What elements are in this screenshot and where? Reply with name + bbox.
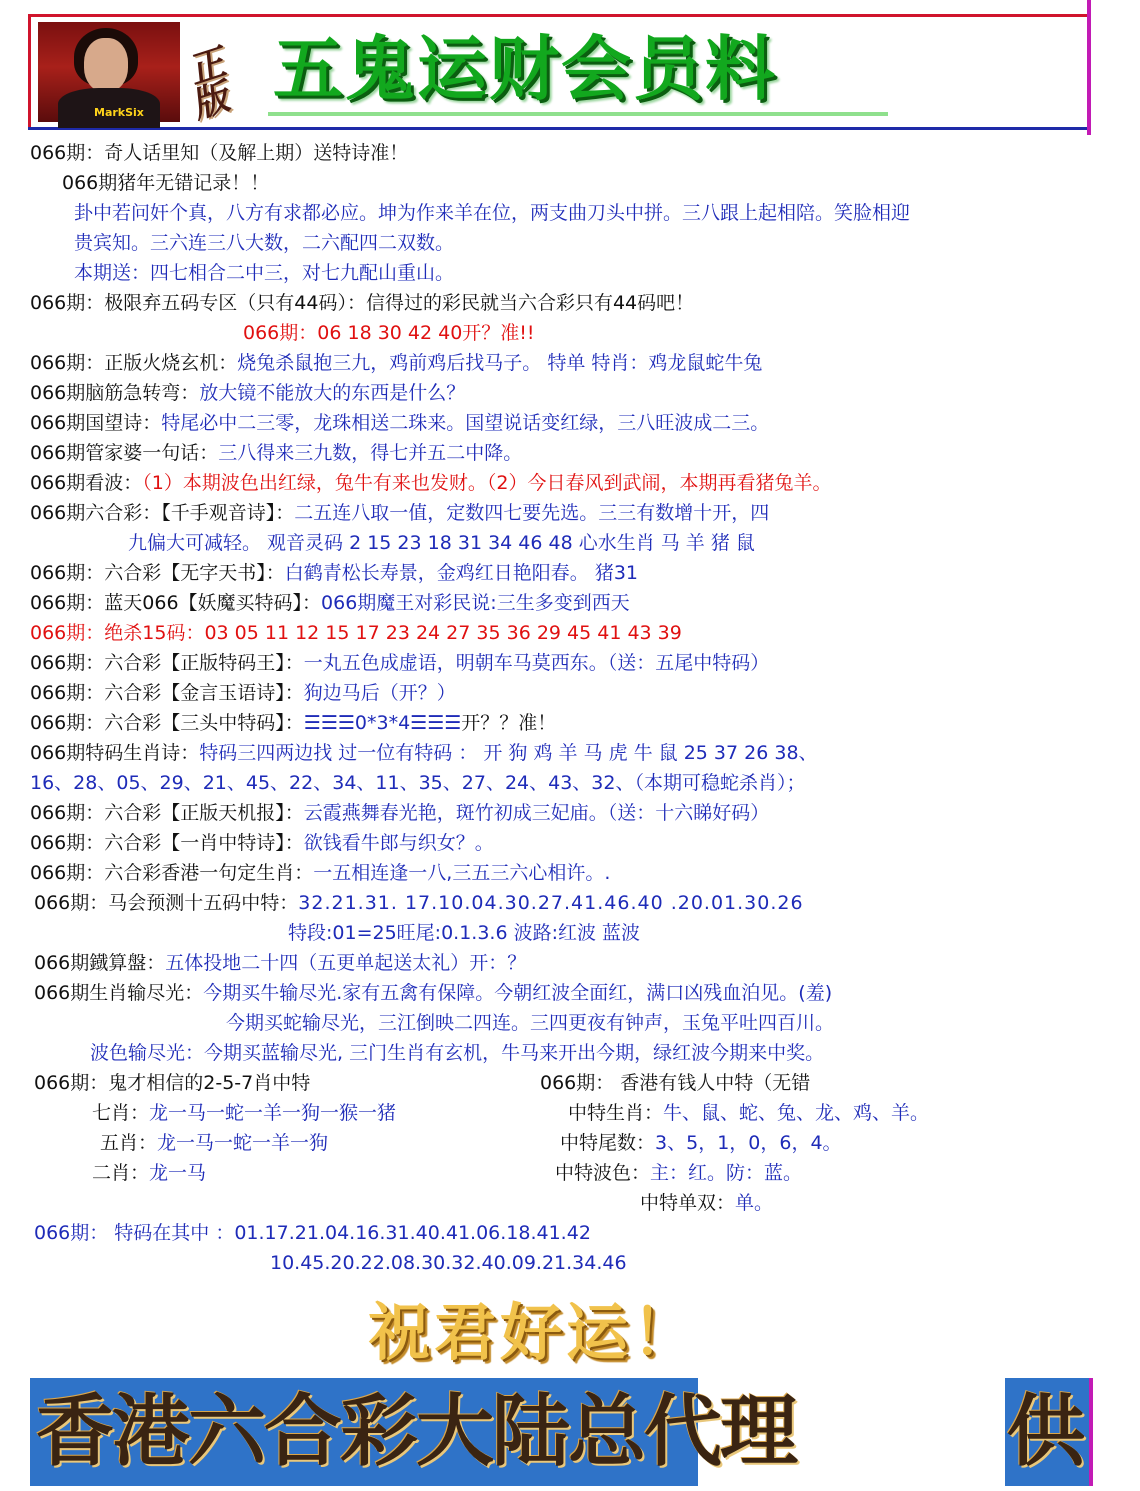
line-lose-all: [34, 980, 832, 1006]
line-poem-1: 卦中若问奸个真，八方有求都必应。坤为作来羊在位，两支曲刀头中拼。三八跟上起相陪。笑脸相迎: [74, 202, 911, 224]
line-special-codes-1: 066期： 特码在其中 ：01.17.21.04.16.31.40.41.06.18.41.42: [34, 1222, 591, 1244]
row-value: 单。: [735, 1192, 774, 1214]
line-content: 一五相连逢一八,三五三六心相许。.: [313, 862, 611, 884]
photo-brand-logo: MarkSix: [94, 106, 144, 119]
right-block-title: 066期： 香港有钱人中特（无错: [540, 1072, 811, 1094]
agent-banner-left: [30, 1378, 797, 1486]
portrait-face: [84, 38, 128, 92]
line-special-codes-2: 10.45.20.22.08.30.32.40.09.21.34.46: [270, 1252, 627, 1274]
title-underline: [268, 112, 888, 116]
line-content: 欲钱看牛郎与织女？。: [303, 832, 494, 854]
line-content: 066期魔王对彩民说:三生多变到西天: [321, 592, 630, 614]
line-guanyin-poem: [30, 500, 769, 526]
line-label: 066期：六合彩【无字天书】：: [30, 562, 285, 584]
banner-edge: [1089, 1378, 1093, 1486]
bar-symbols-right: ☰☰☰: [410, 712, 462, 734]
line-44-codes: 066期：极限弃五码专区（只有44码）：信得过的彩民就当六合彩只有44码吧！: [30, 292, 695, 314]
line-guowang-poem: [30, 410, 769, 436]
line-jockey-club: [34, 890, 804, 916]
line-content: 今期买牛输尽光.家有五禽有保障。今朝红波全面红，满口凶残血泊见。(羞): [203, 982, 833, 1004]
row-value: 龙一马一蛇一羊一狗: [157, 1132, 329, 1154]
line-record: 066期猪年无错记录！！: [62, 172, 270, 194]
line-44-result: 066期：06 18 30 42 40开？准!!: [243, 322, 535, 344]
agent-banner-text-right: 供: [1007, 1387, 1086, 1477]
line-three-heads: [30, 710, 556, 736]
page-title: 五鬼运财会员料: [273, 28, 777, 110]
right-row-wave: [555, 1160, 802, 1186]
line-content: 特尾必中二三零，龙珠相送二珠来。国望说话变红绿，三八旺波成二三。: [161, 412, 770, 434]
line-guanyin-codes: 九偏大可减轻。 观音灵码 2 15 23 18 31 34 46 48 心水生肖 马 羊 猪 鼠: [128, 532, 755, 554]
bar-symbols-left: ☰☰☰: [303, 712, 355, 734]
line-hk-sentence: [30, 860, 610, 886]
row-value: 龙一马: [149, 1162, 207, 1184]
row-label: 中特波色：: [555, 1162, 651, 1184]
line-fire-mystery: [30, 350, 762, 376]
line-label: 066期：六合彩【一肖中特诗】：: [30, 832, 304, 854]
row-label: 中特单双：: [640, 1192, 736, 1214]
line-label: 066期生肖输尽光：: [34, 982, 204, 1004]
line-content: 云霞燕舞春光艳，斑竹初成三妃庙。（送：十六睇好码）: [303, 802, 770, 824]
row-value: 3、5，1，0，6，4。: [655, 1132, 842, 1154]
header-frame-left: [28, 14, 31, 130]
row-value: 主：红。防：蓝。: [650, 1162, 803, 1184]
line-content: 0*3*4: [354, 712, 411, 734]
left-row-five: [100, 1130, 328, 1156]
left-row-two: [92, 1160, 206, 1186]
left-block-title: 066期：鬼才相信的2-5-7肖中特: [34, 1072, 311, 1094]
line-poem-3: 本期送：四七相合二中三，对七九配山重山。: [74, 262, 455, 284]
row-label: 中特生肖：: [568, 1102, 664, 1124]
line-content: 五体投地二十四（五更单起送太礼）开：？: [165, 952, 527, 974]
right-row-tail: [560, 1130, 842, 1156]
line-content: 烧兔杀鼠抱三九，鸡前鸡后找马子。 特单 特肖：鸡龙鼠蛇牛兔: [237, 352, 763, 374]
line-content: 二五连八取一值，定数四七要先选。三三有数增十开，四: [294, 502, 770, 524]
line-zodiac-numbers: 16、28、05、29、21、45、22、34、11、35、27、24、43、32、（本期可稳蛇杀肖）；: [30, 772, 806, 794]
line-kill-15: 066期：绝杀15码：03 05 11 12 15 17 23 24 27 35 36 29 45 41 43 39: [30, 622, 682, 644]
line-content: 三八得来三九数，得七并五二中降。: [218, 442, 523, 464]
line-label: 066期鐡算盤：: [34, 952, 166, 974]
line-label: 066期：六合彩香港一句定生肖：: [30, 862, 314, 884]
agent-banner-text: 香港六合彩大陆总代理: [36, 1387, 797, 1477]
line-content: 狗边马后（开？）: [303, 682, 456, 704]
line-content: 特码三四两边找 过一位有特码 ： 开 狗 鸡 羊 马 虎 牛 鼠 25 37 26 38、: [199, 742, 818, 764]
line-housekeeper: [30, 440, 522, 466]
line-wave-color: [30, 470, 831, 496]
line-content: 一丸五色成虚语，明朝车马莫西东。（送：五尾中特码）: [303, 652, 770, 674]
line-suffix: 开？？准！: [461, 712, 557, 734]
line-label: 066期：六合彩【正版天机报】：: [30, 802, 304, 824]
line-label: 066期：六合彩【三头中特码】：: [30, 712, 304, 734]
line-demon-code: [30, 590, 630, 616]
row-label: 七肖：: [92, 1102, 150, 1124]
header-frame-right: [1087, 0, 1091, 135]
portrait-photo: [38, 22, 180, 122]
row-value: 龙一马一蛇一羊一狗一猴一猪: [149, 1102, 397, 1124]
line-label: 066期：蓝天066【妖魔买特码】：: [30, 592, 322, 614]
line-content: （1）本期波色出红绿，兔牛有来也发财。（2）今日春风到武闹，本期再看猪兔羊。: [142, 472, 832, 494]
line-label: 066期六合彩：【千手观音诗】：: [30, 502, 295, 524]
line-label: 066期脑筋急转弯：: [30, 382, 200, 404]
row-label: 二肖：: [92, 1162, 150, 1184]
line-golden-words: [30, 680, 456, 706]
line-wordless-book: [30, 560, 638, 586]
line-label: 066期看波：: [30, 472, 143, 494]
left-row-seven: [92, 1100, 396, 1126]
right-row-zodiac: [568, 1100, 929, 1126]
line-label: 066期特码生肖诗：: [30, 742, 200, 764]
agent-banner-right: [1005, 1378, 1089, 1486]
line-label: 066期：正版火烧玄机：: [30, 352, 238, 374]
line-code-king: [30, 650, 769, 676]
line-content: 放大镜不能放大的东西是什么？: [199, 382, 466, 404]
header-frame-bottom: [28, 127, 1090, 130]
line-special-segment: 特段:01=25旺尾:0.1.3.6 波路:红波 蓝波: [288, 922, 641, 944]
line-tianji-report: [30, 800, 769, 826]
row-label: 中特尾数：: [560, 1132, 656, 1154]
line-content: 32.21.31. 17.10.04.30.27.41.46.40 .20.01.30.26: [298, 892, 804, 914]
line-label: 066期：六合彩【正版特码王】：: [30, 652, 304, 674]
line-one-zodiac: [30, 830, 494, 856]
line-intro: 066期：奇人话里知（及解上期）送特诗准！: [30, 142, 409, 164]
line-lose-all-2: 今期买蛇输尽光，三江倒映二四连。三四更夜有钟声，玉兔平吐四百川。: [226, 1012, 835, 1034]
line-label: 066期：马会预测十五码中特：: [34, 892, 299, 914]
line-iron-abacus: [34, 950, 526, 976]
line-zodiac-poem: [30, 740, 818, 766]
row-value: 牛、鼠、蛇、兔、龙、鸡、羊。: [663, 1102, 930, 1124]
header-frame-top: [28, 14, 1090, 17]
line-label: 066期国望诗：: [30, 412, 162, 434]
line-content: 白鹤青松长寿景，金鸡红日艳阳春。 猪31: [284, 562, 638, 584]
line-brain-teaser: [30, 380, 465, 406]
line-label: 066期管家婆一句话：: [30, 442, 219, 464]
right-row-oddeven: [640, 1190, 773, 1216]
edition-mark: 正版: [190, 41, 227, 128]
line-label: 066期：六合彩【金言玉语诗】：: [30, 682, 304, 704]
row-label: 五肖：: [100, 1132, 158, 1154]
good-luck-slogan: 祝君好运！: [368, 1296, 699, 1369]
line-wave-lose-all: 波色输尽光：今期买蓝输尽光, 三门生肖有玄机，牛马来开出今期，绿红波今期来中奖。: [90, 1042, 825, 1064]
line-poem-2: 贵宾知。三六连三八大数，二六配四二双数。: [74, 232, 455, 254]
